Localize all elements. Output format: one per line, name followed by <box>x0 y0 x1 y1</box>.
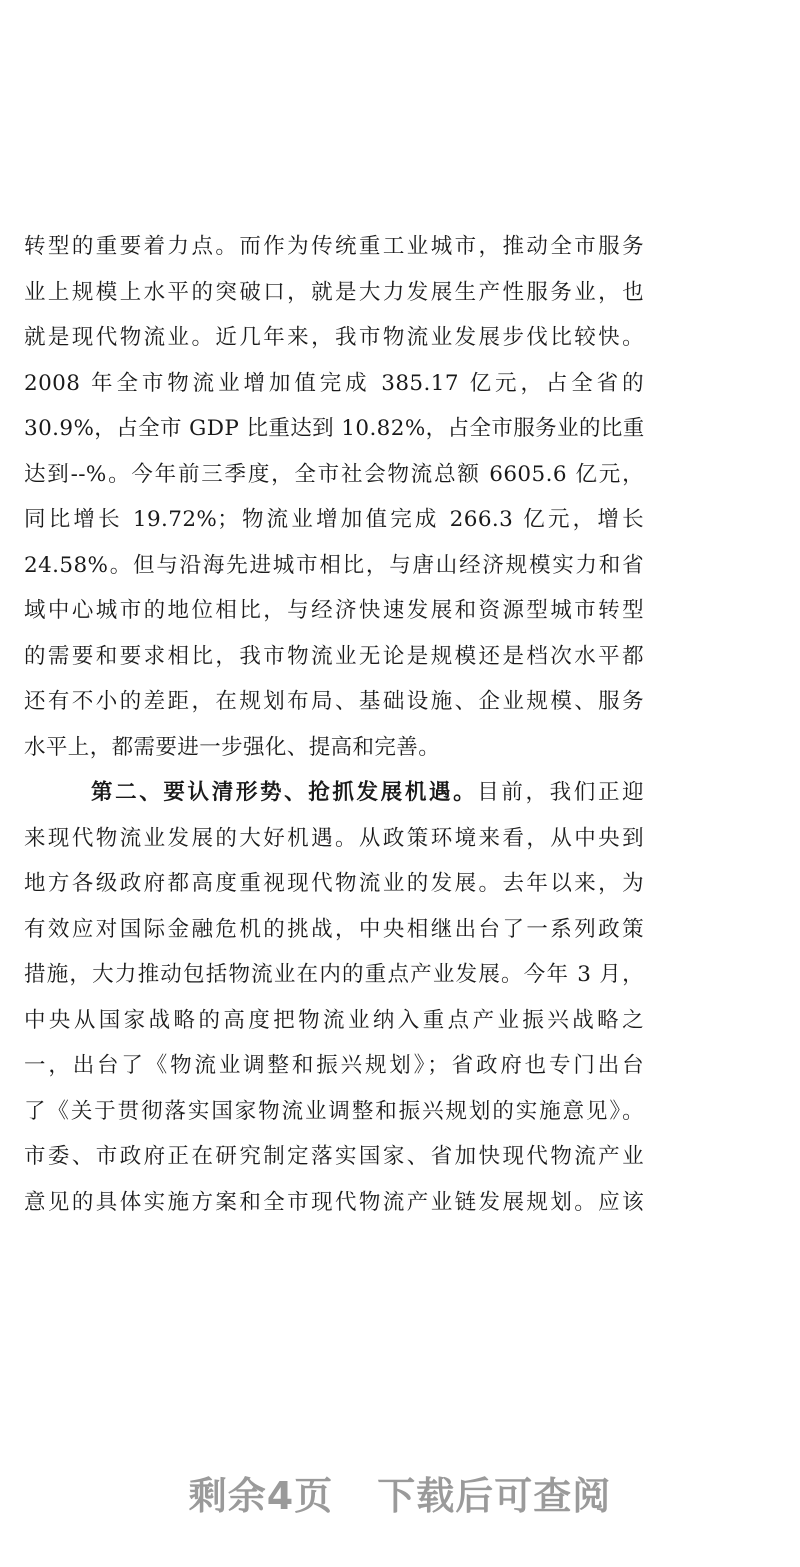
text-line: 来现代物流业发展的大好机遇。从政策环境来看，从中央到 <box>24 825 644 851</box>
text-line: 同比增长 19.72%；物流业增加值完成 266.3 亿元，增长 <box>24 507 644 532</box>
text-line: 了《关于贯彻落实国家物流业调整和振兴规划的实施意见》。 <box>24 1098 644 1124</box>
download-banner[interactable] <box>0 1465 800 1520</box>
paragraph-2-first-line <box>24 770 644 816</box>
text-line: 措施，大力推动包括物流业在内的重点产业发展。今年 3 月， <box>24 962 644 987</box>
text-line: 一，出台了《物流业调整和振兴规划》；省政府也专门出台 <box>24 1053 644 1078</box>
paragraph-2-first-rest: 目前，我们正迎 <box>477 780 644 805</box>
text-line: 2008 年全市物流业增加值完成 385.17 亿元，占全省的 <box>24 370 644 396</box>
text-line: 达到--%。今年前三季度，全市社会物流总额 6605.6 亿元， <box>24 461 644 487</box>
text-line: 业上规模上水平的突破口，就是大力发展生产性服务业，也 <box>24 279 644 305</box>
text-line: 地方各级政府都高度重视现代物流业的发展。去年以来，为 <box>24 871 644 896</box>
text-line: 30.9%，占全市 GDP 比重达到 10.82%，占全市服务业的比重 <box>24 416 645 441</box>
text-line: 域中心城市的地位相比，与经济快速发展和资源型城市转型 <box>24 598 644 623</box>
text-line: 转型的重要着力点。而作为传统重工业城市，推动全市服务 <box>24 234 644 259</box>
text-line: 有效应对国际金融危机的挑战，中央相继出台了一系列政策 <box>24 916 644 942</box>
text-line: 水平上，都需要进一步强化、提高和完善。 <box>24 734 441 760</box>
text-line: 意见的具体实施方案和全市现代物流产业链发展规划。应该 <box>24 1189 644 1215</box>
text-line: 市委、市政府正在研究制定落实国家、省加快现代物流产业 <box>24 1144 644 1169</box>
text-line: 的需要和要求相比，我市物流业无论是规模还是档次水平都 <box>24 643 644 669</box>
text-line: 还有不小的差距，在规划布局、基础设施、企业规模、服务 <box>24 689 644 714</box>
text-line: 中央从国家战略的高度把物流业纳入重点产业振兴战略之 <box>24 1007 644 1033</box>
text-line: 24.58%。但与沿海先进城市相比，与唐山经济规模实力和省 <box>24 552 644 578</box>
download-hint-label[interactable]: 下载后可查阅 <box>377 1474 612 1518</box>
text-line: 就是现代物流业。近几年来，我市物流业发展步伐比较快。 <box>24 325 644 350</box>
remaining-pages-label[interactable]: 剩余4页 <box>188 1474 334 1518</box>
paragraph-2-heading: 第二、要认清形势、抢抓发展机遇。 <box>91 780 478 805</box>
document-body <box>24 224 644 1225</box>
